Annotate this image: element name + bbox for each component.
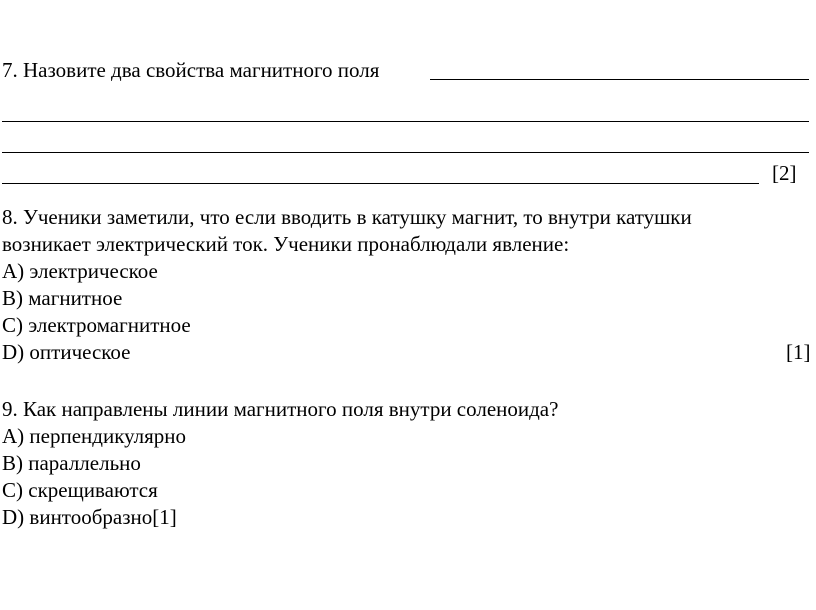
answer-line-3 [2,152,809,153]
question-9-option-a: A) перпендикулярно [2,424,187,448]
question-8-option-c: C) электромагнитное [2,313,191,337]
question-8-option-a: A) электрическое [2,259,158,283]
answer-line-4 [2,183,759,184]
answer-line-2 [2,121,809,122]
question-8-text-line-2: возникает электрический ток. Ученики пронаблюдали явление: [2,232,570,256]
question-8-option-b: B) магнитное [2,286,123,310]
question-9-option-d-label: D) винтообразно [2,505,153,529]
question-7-text: 7. Назовите два свойства магнитного поля [2,58,380,82]
answer-line-1 [430,79,809,80]
question-9-option-b: B) параллельно [2,451,141,475]
question-9-option-d [2,504,177,530]
question-9-option-c: C) скрещиваются [2,478,158,502]
question-7-mark: [2] [772,161,797,185]
question-9-mark: [1] [152,505,177,529]
question-9-text: 9. Как направлены линии магнитного поля внутри соленоида? [2,397,559,421]
question-8-mark: [1] [786,340,811,364]
question-8-text-line-1: 8. Ученики заметили, что если вводить в катушку магнит, то внутри катушки [2,205,692,229]
question-8-option-d: D) оптическое [2,340,131,364]
